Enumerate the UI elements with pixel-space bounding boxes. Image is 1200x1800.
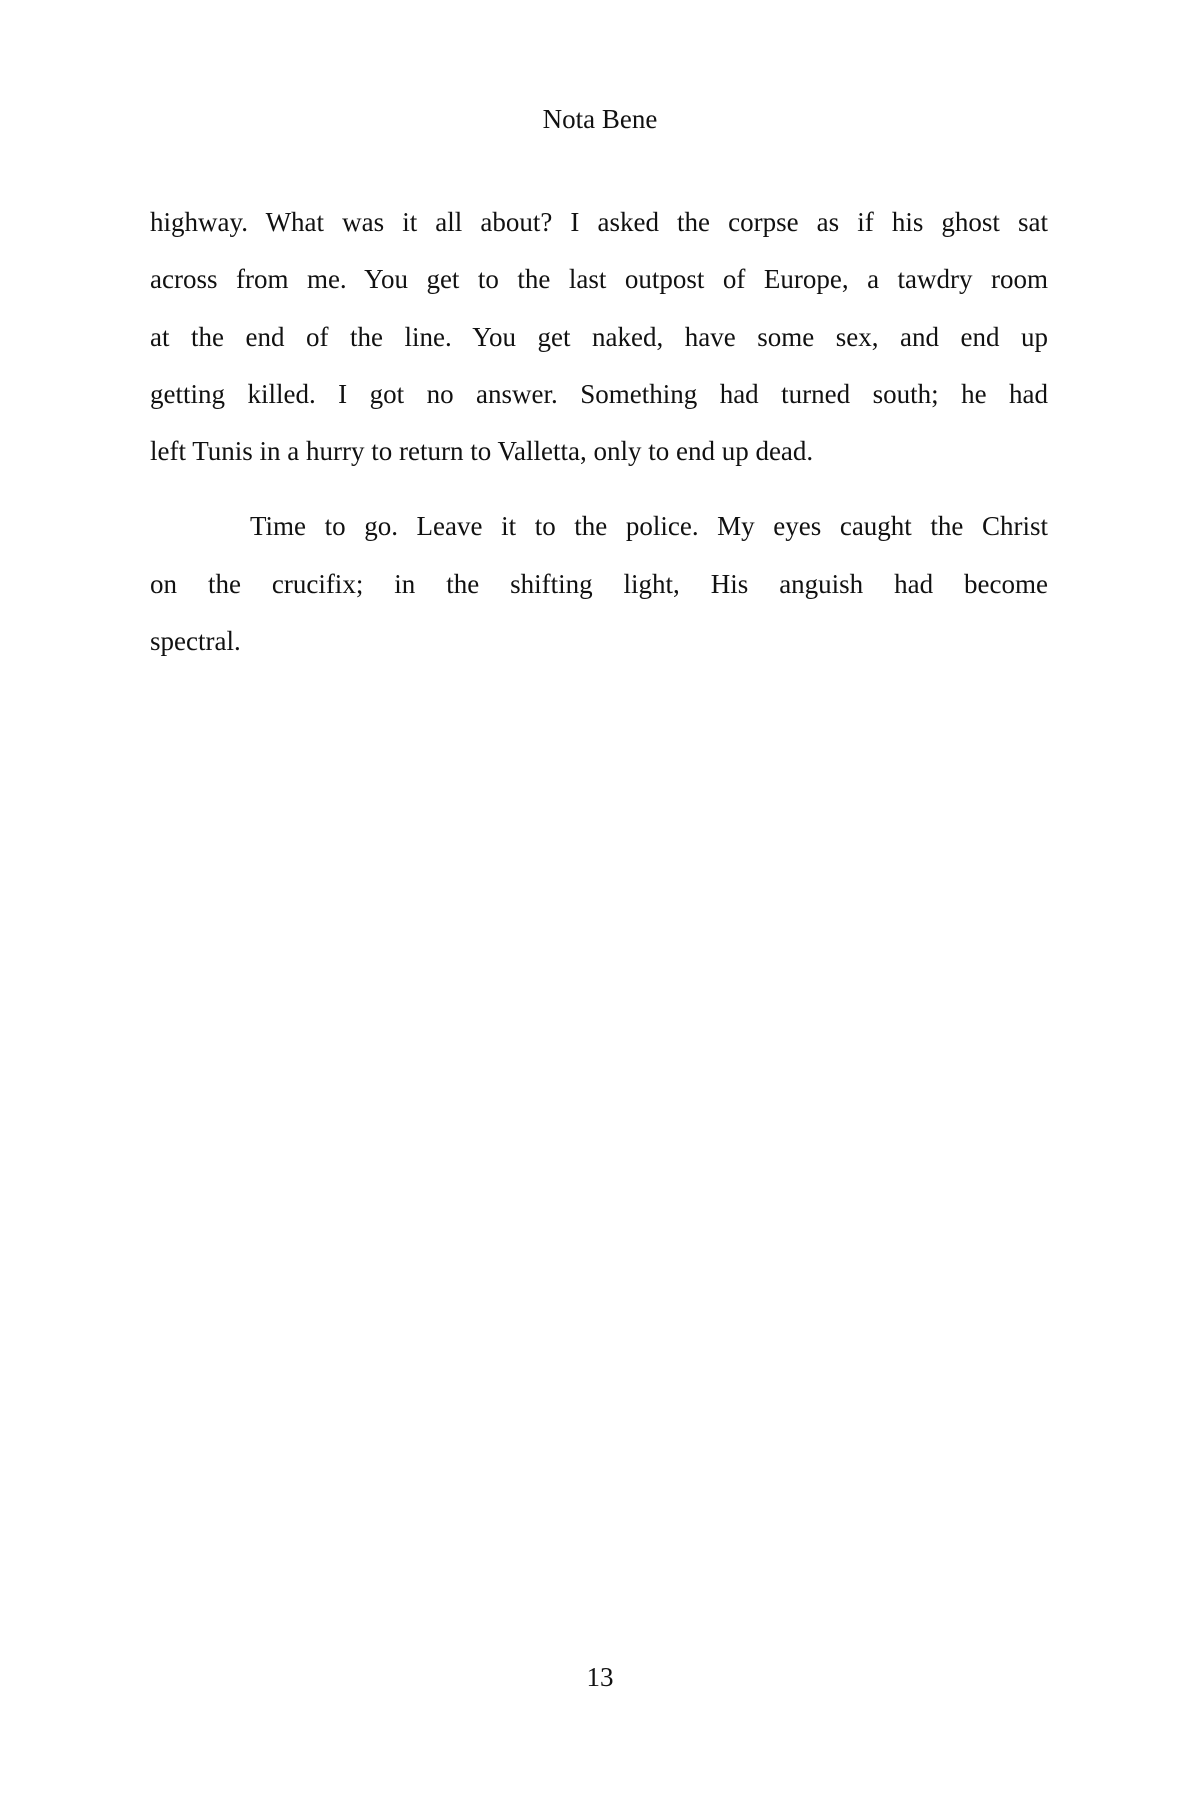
paragraph bbox=[150, 498, 1048, 670]
text-line: spectral. bbox=[150, 626, 241, 657]
text-line: on the crucifix; in the shifting light, His anguish had become bbox=[150, 568, 1048, 599]
text-line: getting killed. I got no answer. Something had turned south; he had bbox=[150, 378, 1048, 409]
text-line: left Tunis in a hurry to return to Valletta, only to end up dead. bbox=[150, 436, 814, 467]
running-header: Nota Bene bbox=[542, 104, 658, 134]
text-line: highway. What was it all about? I asked the corpse as if his ghost sat bbox=[150, 207, 1048, 237]
paragraph bbox=[150, 194, 1048, 480]
text-line: across from me. You get to the last outpost of Europe, a tawdry room bbox=[150, 264, 1048, 295]
page-number: 13 bbox=[586, 1662, 614, 1692]
body-text bbox=[150, 194, 1048, 670]
text-line: at the end of the line. You get naked, have some sex, and end up bbox=[150, 321, 1048, 352]
text-line: Time to go. Leave it to the police. My eyes caught the Christ bbox=[250, 511, 1048, 542]
